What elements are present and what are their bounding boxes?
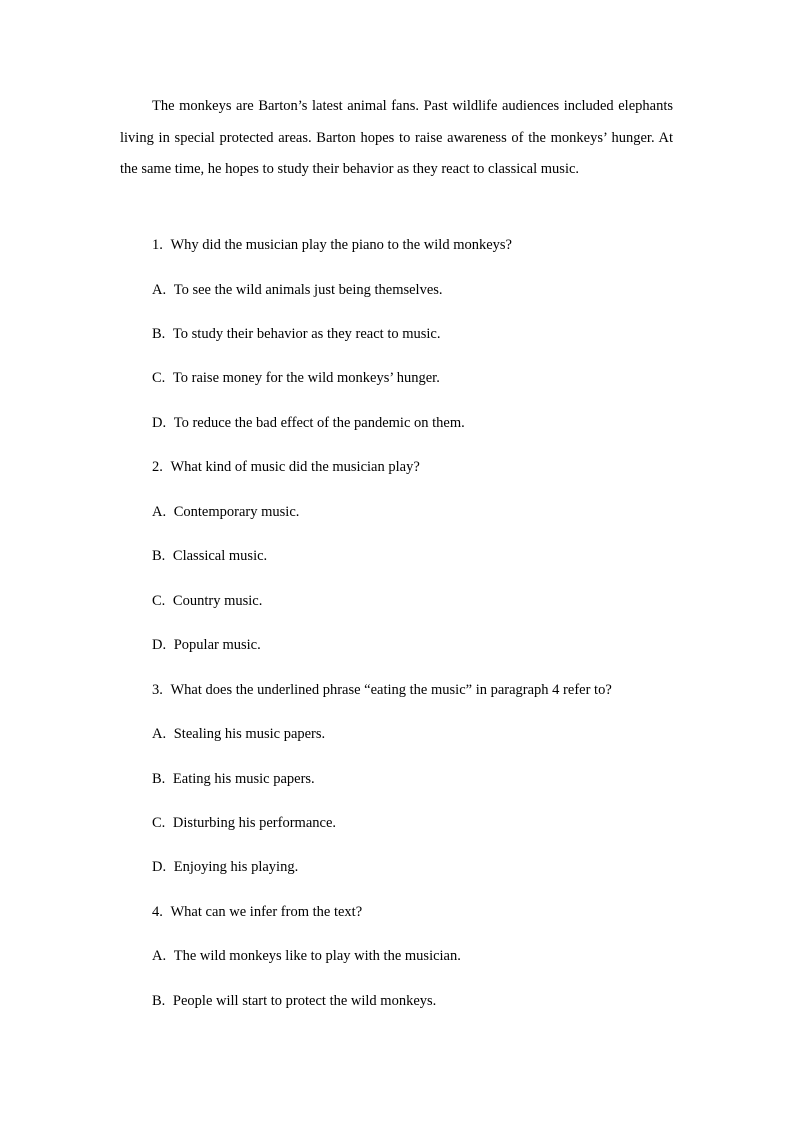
option-letter: B.: [152, 993, 166, 1009]
option-1b: [152, 324, 441, 344]
passage-paragraph: The monkeys are Barton’s latest animal fans. Past wildlife audiences included elephants living in special protected areas. Barton hopes to raise awareness of the monkeys’ hunger. At the same time, he hopes to study their behavior as they react to classical music.: [120, 98, 673, 177]
option-1c: [152, 368, 440, 388]
option-letter: A.: [152, 948, 167, 964]
option-letter: A.: [152, 504, 167, 520]
option-text: To see the wild animals just being themselves.: [173, 282, 443, 298]
question-1: [152, 235, 512, 255]
option-letter: B.: [152, 771, 166, 787]
option-4b: [152, 991, 436, 1011]
question-3: [152, 680, 612, 700]
option-2a: [152, 502, 299, 522]
option-letter: A.: [152, 726, 167, 742]
option-text: To study their behavior as they react to music.: [172, 326, 441, 342]
question-text: What does the underlined phrase “eating the music” in paragraph 4 refer to?: [170, 682, 612, 698]
question-text: Why did the musician play the piano to the wild monkeys?: [170, 237, 512, 253]
option-text: Disturbing his performance.: [172, 815, 337, 831]
question-text: What kind of music did the musician play?: [170, 459, 420, 475]
question-number: 1.: [152, 237, 163, 253]
question-number: 2.: [152, 459, 163, 475]
question-number: 4.: [152, 904, 163, 920]
option-letter: A.: [152, 282, 167, 298]
option-text: To reduce the bad effect of the pandemic on them.: [173, 415, 465, 431]
option-4a: [152, 946, 461, 966]
option-2b: [152, 546, 267, 566]
option-letter: D.: [152, 859, 167, 875]
option-text: Enjoying his playing.: [173, 859, 299, 875]
option-text: Country music.: [172, 593, 263, 609]
question-2: [152, 457, 420, 477]
option-letter: C.: [152, 815, 166, 831]
option-letter: B.: [152, 548, 166, 564]
option-letter: C.: [152, 370, 166, 386]
option-2d: [152, 635, 261, 655]
option-text: Classical music.: [172, 548, 268, 564]
question-text: What can we infer from the text?: [170, 904, 363, 920]
option-letter: D.: [152, 415, 167, 431]
option-1d: [152, 413, 465, 433]
option-3d: [152, 857, 298, 877]
option-2c: [152, 591, 262, 611]
option-3c: [152, 813, 336, 833]
option-text: Stealing his music papers.: [173, 726, 326, 742]
question-number: 3.: [152, 682, 163, 698]
option-1a: [152, 280, 443, 300]
option-text: People will start to protect the wild monkeys.: [172, 993, 437, 1009]
option-letter: B.: [152, 326, 166, 342]
option-text: Contemporary music.: [173, 504, 300, 520]
option-text: The wild monkeys like to play with the musician.: [173, 948, 461, 964]
option-letter: C.: [152, 593, 166, 609]
option-letter: D.: [152, 637, 167, 653]
question-4: [152, 902, 362, 922]
option-3a: [152, 724, 325, 744]
option-3b: [152, 769, 315, 789]
option-text: Eating his music papers.: [172, 771, 315, 787]
option-text: Popular music.: [173, 637, 261, 653]
option-text: To raise money for the wild monkeys’ hunger.: [172, 370, 440, 386]
